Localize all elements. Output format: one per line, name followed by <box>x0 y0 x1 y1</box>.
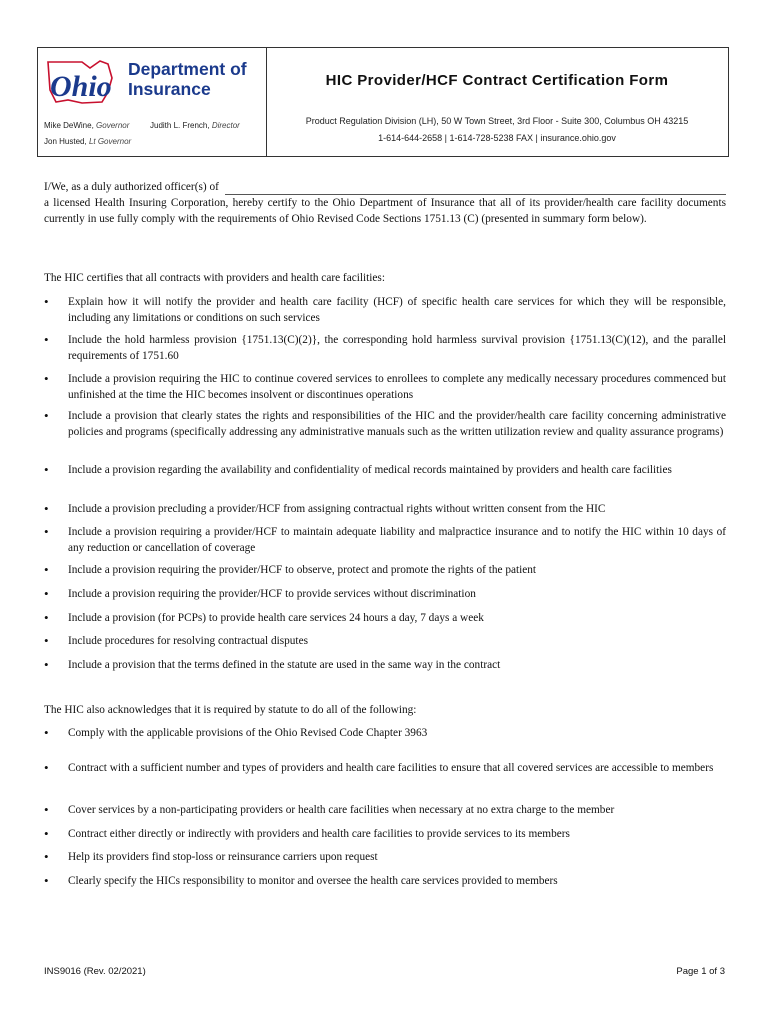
company-name-field[interactable] <box>225 181 726 195</box>
address: Product Regulation Division (LH), 50 W Town Street, 3rd Floor - Suite 300, Columbus OH 43215 <box>305 116 689 126</box>
list-item: • Cover services by a non-participating providers or health care facilities when necessary at no extra charge to the member <box>44 802 615 817</box>
bullet-icon: • <box>44 371 49 386</box>
title-block <box>266 48 728 156</box>
certification-statement <box>44 179 726 227</box>
list-item: • Include a provision requiring the provider/HCF to observe, protect and promote the rights of the patient <box>44 562 537 577</box>
list-item: • Include a provision that clearly states the rights and responsibilities of the HIC and the provider/health care facility concerning administrative policies and programs (specifically addressing any administrative manuals such as the written utilization review and quality assurance programs) <box>44 408 726 438</box>
bullet-icon: • <box>44 462 49 477</box>
governor-title: Governor <box>96 121 130 130</box>
bullet-icon: • <box>44 562 49 577</box>
department-line-1: Department of <box>128 59 247 79</box>
list-item: • Include a provision regarding the availability and confidentiality of medical records maintained by providers and health care facilities <box>44 462 672 477</box>
list-item: • Include a provision precluding a provider/HCF from assigning contractual rights without written consent from the HIC <box>44 501 606 516</box>
list-item: • Include a provision (for PCPs) to provide health care services 24 hours a day, 7 days a week <box>44 610 484 625</box>
list-item: • Include a provision requiring the HIC to continue covered services to enrollees to complete any medically necessary procedures commenced but unfinished at the time the HIC becomes insolvent or discontinues operations <box>44 371 726 401</box>
bullet-icon: • <box>44 633 49 648</box>
list-item: • Contract either directly or indirectly with providers and health care facilities to provide services to its members <box>44 826 570 841</box>
list-item: • Comply with the applicable provisions of the Ohio Revised Code Chapter 3963 <box>44 725 428 740</box>
lt-governor-name: Jon Husted, <box>44 137 87 146</box>
bullet-icon: • <box>44 294 49 309</box>
bullet-icon: • <box>44 873 49 888</box>
list-item: • Include procedures for resolving contractual disputes <box>44 633 308 648</box>
form-number: INS9016 (Rev. 02/2021) <box>44 966 146 977</box>
certification-text: a licensed Health Insuring Corporation, hereby certify to the Ohio Department of Insurance that all of its provider/health care facility documents currently in use fully comply with the requirements of Ohio Revised Code Sections 1751.13 (C) (presented in summary form below). <box>44 197 726 225</box>
director-title: Director <box>211 121 240 130</box>
bullet-icon: • <box>44 408 49 423</box>
officials <box>44 118 264 150</box>
list-item: • Clearly specify the HICs responsibility to monitor and oversee the health care services provided to members <box>44 873 558 888</box>
bullet-icon: • <box>44 332 49 347</box>
bullet-icon: • <box>44 760 49 775</box>
director-name: Judith L. French, <box>150 121 210 130</box>
bullet-icon: • <box>44 657 49 672</box>
certification-line-1: I/We, as a duly authorized officer(s) of <box>44 181 219 193</box>
list-item: • Help its providers find stop-loss or reinsurance carriers upon request <box>44 849 378 864</box>
page-number: Page 1 of 3 <box>676 966 725 977</box>
section-1-intro: The HIC certifies that all contracts with providers and health care facilities: <box>44 272 385 284</box>
list-item: • Contract with a sufficient number and types of providers and health care facilities to ensure that all covered services are accessible to members <box>44 757 726 779</box>
lt-governor-title: Lt Governor <box>88 137 132 146</box>
bullet-icon: • <box>44 826 49 841</box>
bullet-icon: • <box>44 802 49 817</box>
list-item: • Explain how it will notify the provider and health care facility (HCF) of specific health care services for which they will be responsible, including any limitations or conditions on such services <box>44 294 726 324</box>
department-line-2: Insurance <box>128 79 211 99</box>
list-item: • Include a provision requiring the provider/HCF to provide services without discrimination <box>44 586 476 601</box>
bullet-icon: • <box>44 524 49 539</box>
bullet-icon: • <box>44 849 49 864</box>
list-item: • Include the hold harmless provision {1751.13(C)(2)}, the corresponding hold harmless survival provision {1751.13(C)(12), and the parallel requirements of 1751.60 <box>44 332 726 362</box>
ohio-logo <box>42 56 130 108</box>
bullet-icon: • <box>44 501 49 516</box>
form-title: HIC Provider/HCF Contract Certification Form <box>325 72 669 89</box>
bullet-icon: • <box>44 610 49 625</box>
list-item: • Include a provision that the terms defined in the statute are used in the same way in the contract <box>44 657 501 672</box>
contact-info: 1-614-644-2658 | 1-614-728-5238 FAX | insurance.ohio.gov <box>378 133 616 143</box>
agency-block <box>38 48 267 156</box>
governor-name: Mike DeWine, <box>44 121 94 130</box>
list-item: • Include a provision requiring a provider/HCF to maintain adequate liability and malpractice insurance and to notify the HIC within 10 days of any reduction or cancellation of coverage <box>44 524 726 554</box>
section-2-intro: The HIC also acknowledges that it is required by statute to do all of the following: <box>44 704 417 716</box>
department-name <box>128 59 247 99</box>
bullet-icon: • <box>44 725 49 740</box>
letterhead <box>37 47 729 157</box>
logo-text: Ohio <box>50 70 112 103</box>
bullet-icon: • <box>44 586 49 601</box>
